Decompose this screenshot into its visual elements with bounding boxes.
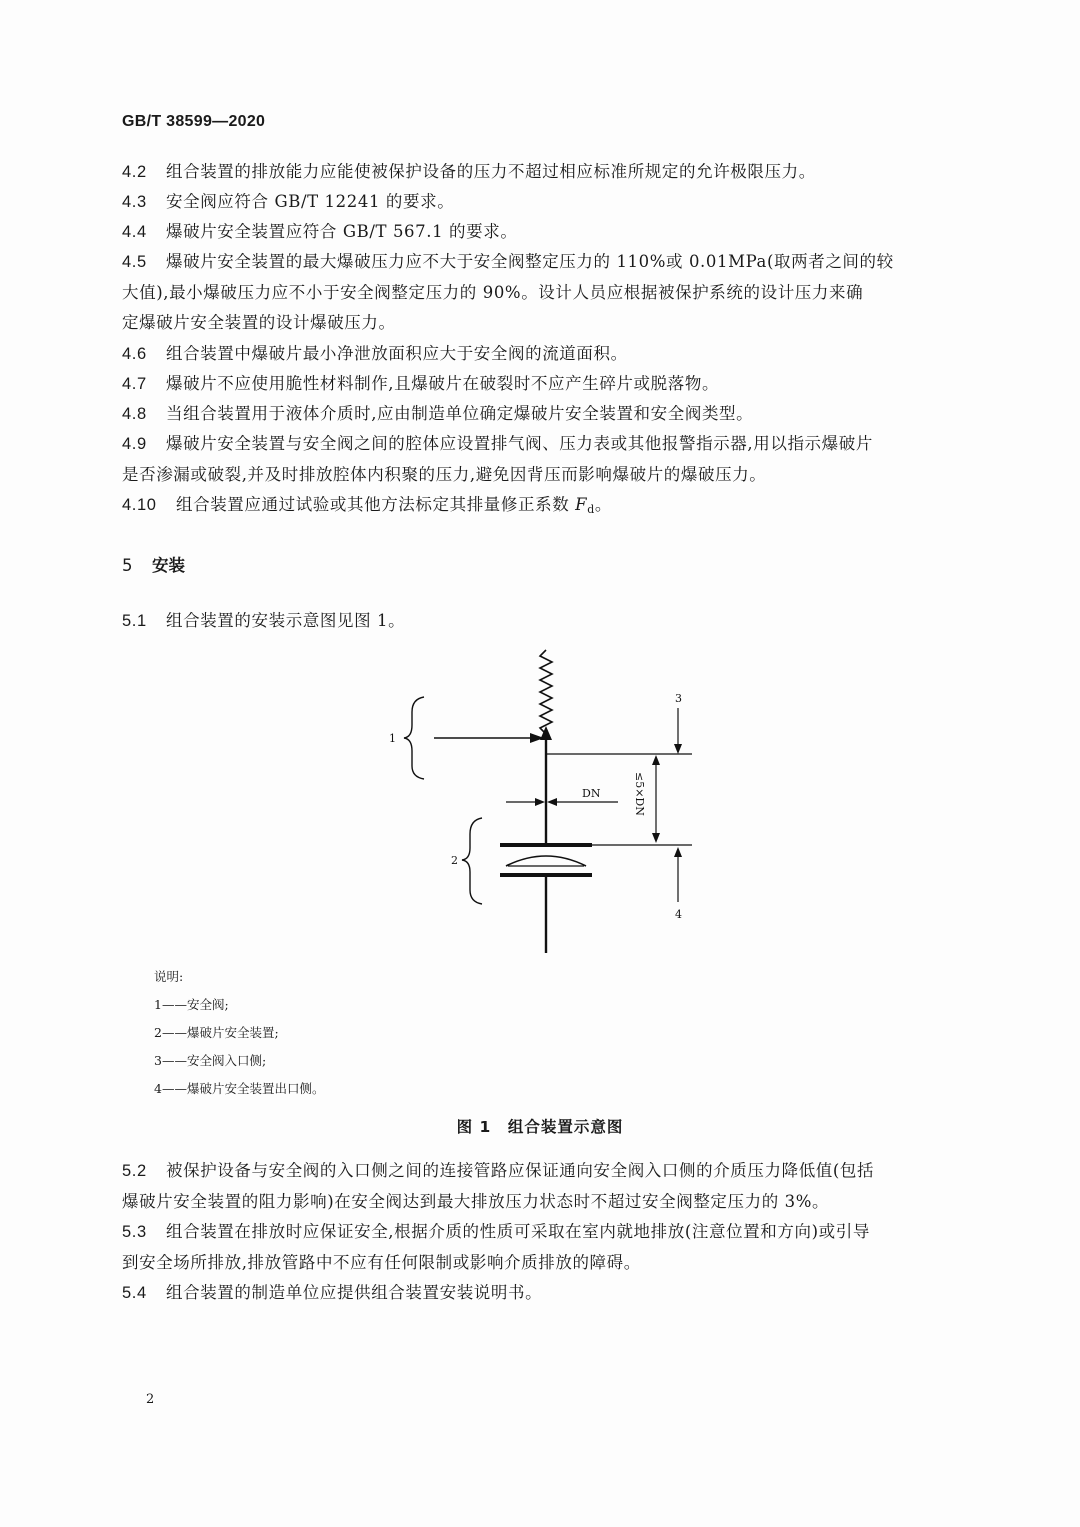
clause-number: 4.4 (122, 223, 147, 241)
clause-text: 组合装置应通过试验或其他方法标定其排量修正系数 (176, 495, 576, 514)
clause-number: 4.7 (122, 375, 147, 393)
legend-item: 4——爆破片安全装置出口侧。 (154, 1081, 325, 1096)
clause-number: 4.2 (122, 163, 147, 181)
clause-text-cont: 爆破片安全装置的阻力影响)在安全阀达到最大排放压力状态时不超过安全阀整定压力的 3%。 (122, 1191, 830, 1211)
clause-number: 4.10 (122, 496, 157, 514)
page-number: 2 (146, 1392, 155, 1407)
clause-text: 爆破片安全装置应符合 GB/T 567.1 的要求。 (166, 222, 518, 241)
legend-item: 1——安全阀; (154, 997, 229, 1012)
brace-2 (462, 818, 482, 904)
clause-number: 4.8 (122, 405, 147, 423)
clause-number: 5.4 (122, 1284, 147, 1302)
label-1: 1 (389, 732, 396, 745)
dn-arrow-left-head (535, 798, 545, 806)
standard-number-header: GB/T 38599—2020 (122, 113, 266, 130)
figure-legend (154, 963, 324, 1103)
label-dn: DN (582, 787, 601, 800)
clause-number: 4.5 (122, 253, 147, 271)
clause-text: 爆破片不应使用脆性材料制作,且爆破片在破裂时不应产生碎片或脱落物。 (166, 374, 720, 393)
clause-5-4 (122, 1278, 962, 1309)
clause-5-3 (122, 1217, 962, 1278)
clause-5-2 (122, 1156, 962, 1217)
max-length-bottom-head (652, 833, 660, 843)
clause-text: 组合装置在排放时应保证安全,根据介质的性质可采取在室内就地排放(注意位置和方向)或引导 (166, 1222, 870, 1241)
clause-text: 爆破片安全装置与安全阀之间的腔体应设置排气阀、压力表或其他报警指示器,用以指示爆破片 (166, 434, 873, 453)
label-max-length: ≤5×DN (633, 772, 646, 816)
clause-text-cont: 是否渗漏或破裂,并及时排放腔体内积聚的压力,避免因背压而影响爆破片的爆破压力。 (122, 464, 767, 484)
section-number: 5 (122, 556, 133, 575)
legend-item: 3——安全阀入口侧; (154, 1053, 267, 1068)
clause-number: 5.3 (122, 1223, 147, 1241)
dn-arrow-right-head (547, 798, 557, 806)
clause-number: 4.6 (122, 345, 147, 363)
clause-number: 5.2 (122, 1162, 147, 1180)
clause-text-cont: 定爆破片安全装置的设计爆破压力。 (122, 313, 396, 332)
section-title: 安装 (152, 556, 185, 575)
clause-text: 组合装置中爆破片最小净泄放面积应大于安全阀的流道面积。 (166, 344, 628, 363)
clause-text: 爆破片安全装置的最大爆破压力应不大于安全阀整定压力的 110%或 0.01MPa(取两者之间的较 (166, 252, 894, 271)
symbol-f: F (575, 495, 588, 514)
valve-spring (540, 650, 552, 734)
brace-1 (404, 697, 424, 779)
clause-number: 4.9 (122, 435, 147, 453)
clause-text: 被保护设备与安全阀的入口侧之间的连接管路应保证通向安全阀入口侧的介质压力降低值(包括 (166, 1161, 875, 1180)
clause-text: 安全阀应符合 GB/T 12241 的要求。 (166, 192, 455, 211)
clause-number: 5.1 (122, 612, 147, 630)
max-length-top-head (652, 755, 660, 765)
legend-title: 说明: (154, 969, 184, 984)
clause-text: 组合装置的制造单位应提供组合装置安装说明书。 (166, 1283, 543, 1302)
label-4: 4 (675, 908, 682, 921)
rupture-disc-dome (506, 856, 586, 866)
clause-text-cont: 到安全场所排放,排放管路中不应有任何限制或影响介质排放的障碍。 (122, 1252, 641, 1272)
flow-arrow-head (530, 733, 544, 743)
clause-text: 当组合装置用于液体介质时,应由制造单位确定爆破片安全装置和安全阀类型。 (166, 404, 754, 423)
clause-text: 组合装置的安装示意图见图 1。 (166, 611, 406, 630)
arrow-4-head (674, 847, 682, 857)
label-3: 3 (675, 692, 682, 705)
symbol-subscript: d (587, 503, 595, 516)
clause-number: 4.3 (122, 193, 147, 211)
clause-text: 组合装置的排放能力应能使被保护设备的压力不超过相应标准所规定的允许极限压力。 (166, 162, 816, 181)
clause-tail: 。 (594, 495, 612, 514)
label-2: 2 (451, 854, 458, 867)
arrow-3-head (674, 744, 682, 754)
figure-caption: 图 1 组合装置示意图 (456, 1118, 624, 1136)
legend-item: 2——爆破片安全装置; (154, 1025, 279, 1040)
clause-text-cont: 大值),最小爆破压力应不小于安全阀整定压力的 90%。设计人员应根据被保护系统的设计压力来确 (122, 282, 864, 302)
